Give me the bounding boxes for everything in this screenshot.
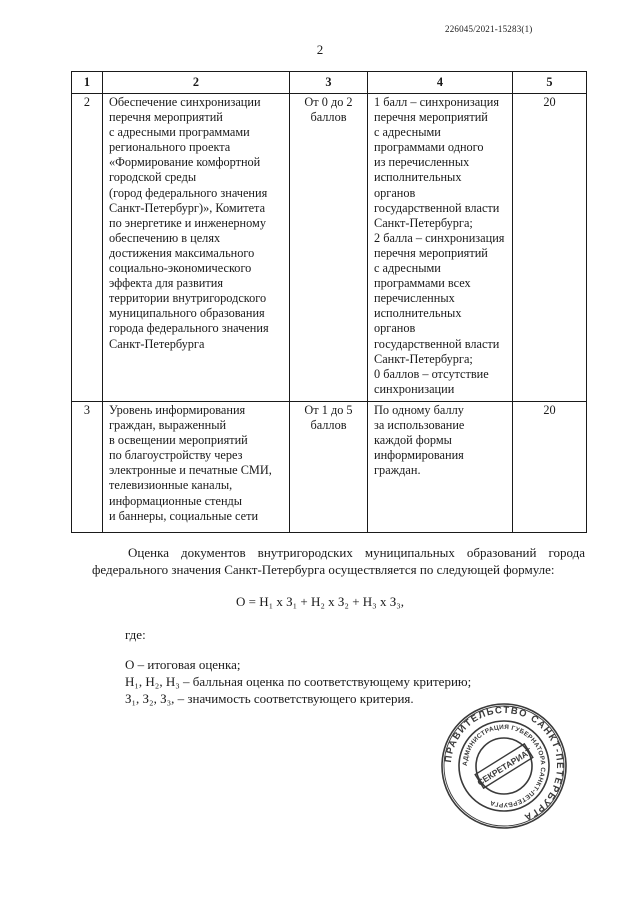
cell-line: муниципального образования	[109, 306, 265, 321]
weight-cell: 20	[513, 94, 587, 402]
cell-line: граждан, выраженный	[109, 418, 227, 433]
cell-line: Санкт-Петербурга;	[374, 351, 473, 366]
cell-line: социально-экономического	[109, 261, 252, 276]
cell-line: с адресными	[374, 125, 441, 140]
criterion-cell	[103, 94, 290, 402]
cell-line: граждан.	[374, 463, 421, 478]
cell-line: и баннеры, социальные сети	[109, 508, 259, 523]
column-header: 4	[368, 72, 513, 94]
definitions-list	[125, 656, 471, 707]
cell-line: органов	[374, 185, 416, 200]
criterion-cell	[103, 402, 290, 533]
cell-line: регионального проекта	[109, 140, 231, 155]
cell-line: перечня мероприятий	[109, 110, 223, 125]
cell-line: 0 баллов – отсутствие	[374, 366, 489, 381]
cell-line: (город федерального значения	[109, 185, 268, 200]
cell-line: за использование	[374, 418, 465, 433]
cell-line: обеспечению в целях	[109, 230, 221, 245]
cell-line: От 0 до 2	[304, 95, 353, 109]
definition-item: Н₁, Н₂, Н₃ – балльная оценка по соответствующему критерию;	[125, 674, 472, 689]
column-header: 5	[513, 72, 587, 94]
stamp-inner-text: АДМИНИСТРАЦИЯ ГУБЕРНАТОРА САНКТ-ПЕТЕРБУРГА	[461, 723, 547, 809]
page-number: 2	[316, 42, 324, 57]
column-header: 2	[103, 72, 290, 94]
cell-line: Уровень информирования	[109, 403, 246, 417]
table-header-row	[72, 72, 587, 94]
cell-line: программами всех	[374, 276, 471, 291]
cell-line: программами одного	[374, 140, 484, 155]
cell-line: исполнительных	[374, 306, 462, 321]
definition-item: З₁, З₂, З₃, – значимость соответствующего критерия.	[125, 691, 414, 706]
definition-item: О – итоговая оценка;	[125, 657, 241, 672]
cell-line: телевизионные каналы,	[109, 478, 233, 493]
criteria-table	[71, 71, 587, 533]
formula-intro-paragraph	[92, 544, 585, 578]
cell-line: исполнительных	[374, 170, 462, 185]
formula: O = H₁ x З₁ + H₂ x З₂ + H₃ x З₃,	[235, 594, 405, 609]
cell-line: по энергетике и инженерному	[109, 215, 266, 230]
cell-line: государственной власти	[374, 200, 500, 215]
paragraph-line: Оценка документов внутригородских муниципальных образований города	[128, 545, 585, 560]
cell-line: синхронизации	[374, 381, 455, 396]
cell-line: электронные и печатные СМИ,	[109, 463, 272, 478]
cell-line: информационные стенды	[109, 493, 243, 508]
cell-line: по благоустройству через	[109, 448, 243, 463]
cell-line: Санкт-Петербурга	[109, 336, 205, 351]
cell-line: От 1 до 5	[304, 403, 353, 417]
cell-line: перечня мероприятий	[374, 110, 488, 125]
cell-line: города федерального значения	[109, 321, 269, 336]
score-range-cell	[290, 94, 368, 402]
cell-line: перечисленных	[374, 291, 455, 306]
cell-line: с адресными	[374, 261, 441, 276]
weight-cell: 20	[513, 402, 587, 533]
cell-line: баллов	[310, 418, 347, 433]
stamp-outer-text: ПРАВИТЕЛЬСТВО САНКТ-ПЕТЕРБУРГА	[443, 704, 566, 824]
scoring-rule-cell	[368, 94, 513, 402]
cell-line: каждой формы	[374, 433, 452, 448]
table-row	[72, 402, 587, 533]
official-seal-stamp	[440, 702, 568, 830]
score-range-cell	[290, 402, 368, 533]
cell-line: «Формирование комфортной	[109, 155, 261, 170]
cell-line: городской среды	[109, 170, 197, 185]
cell-line: с адресными программами	[109, 125, 250, 140]
row-number: 3	[72, 402, 103, 533]
cell-line: информирования	[374, 448, 464, 463]
cell-line: перечня мероприятий	[374, 245, 488, 260]
document-id: 226045/2021-15283(1)	[445, 24, 533, 34]
cell-line: баллов	[310, 110, 347, 125]
cell-line: эффекта для развития	[109, 276, 223, 291]
cell-line: Обеспечение синхронизации	[109, 95, 261, 109]
row-number: 2	[72, 94, 103, 402]
scoring-rule-cell	[368, 402, 513, 533]
paragraph-line: федерального значения Санкт-Петербурга осуществляется по следующей формуле:	[92, 562, 555, 577]
cell-line: государственной власти	[374, 336, 500, 351]
cell-line: достижения максимального	[109, 245, 255, 260]
cell-line: из перечисленных	[374, 155, 470, 170]
cell-line: По одному баллу	[374, 403, 464, 417]
cell-line: 1 балл – синхронизация	[374, 95, 499, 109]
where-label: где:	[125, 627, 146, 642]
cell-line: территории внутригородского	[109, 291, 267, 306]
cell-line: 2 балла – синхронизация	[374, 230, 505, 245]
column-header: 3	[290, 72, 368, 94]
cell-line: Санкт-Петербург)», Комитета	[109, 200, 266, 215]
stamp-center-text: СЕКРЕТАРИАТ	[475, 746, 534, 788]
column-header: 1	[72, 72, 103, 94]
table-row	[72, 94, 587, 402]
cell-line: Санкт-Петербурга;	[374, 215, 473, 230]
cell-line: в освещении мероприятий	[109, 433, 248, 448]
cell-line: органов	[374, 321, 416, 336]
